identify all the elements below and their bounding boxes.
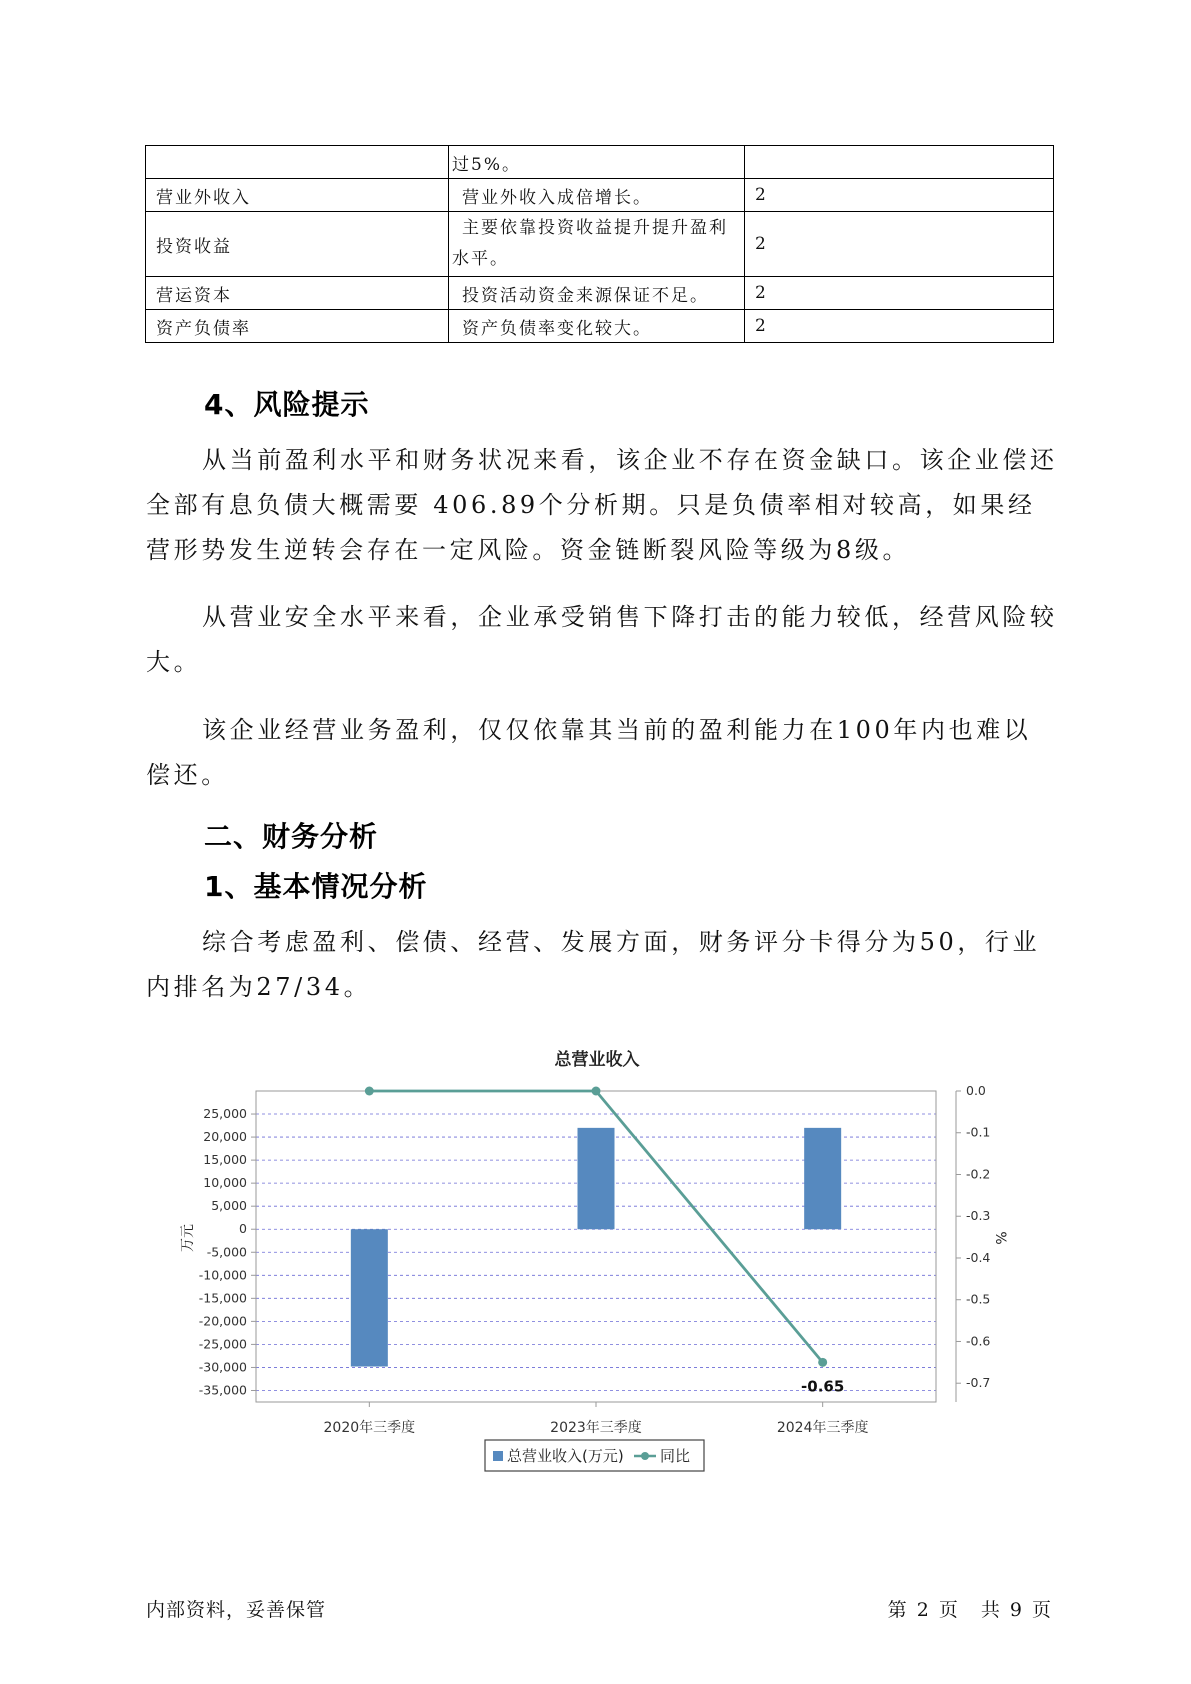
desc-text: 资产负债率变化较大。	[462, 318, 652, 339]
chart-svg	[160, 1035, 1020, 1495]
y-axis-label-left: 万元	[180, 1224, 196, 1252]
table-cell-item	[146, 146, 449, 179]
y-right-tick-label: -0.1	[966, 1124, 991, 1140]
y-tick-label: 5,000	[211, 1198, 247, 1214]
risk-paragraph-1	[146, 438, 1058, 573]
legend-label-revenue: 总营业收入(万元)	[507, 1447, 624, 1465]
left-axis-ticks	[199, 1106, 256, 1397]
table-cell-item: 营运资本	[146, 277, 449, 310]
finance-section-heading: 二、财务分析	[204, 820, 379, 853]
table-cell-desc	[449, 310, 745, 343]
total-revenue-chart	[160, 1035, 1020, 1495]
table-cell-item: 营业外收入	[146, 179, 449, 212]
y-tick-label: 0	[239, 1221, 247, 1237]
y-tick-label: 15,000	[203, 1152, 247, 1168]
revenue-bar	[578, 1128, 615, 1229]
yoy-data-label: -0.65	[801, 1377, 845, 1396]
desc-text: 投资活动资金来源保证不足。	[462, 285, 709, 306]
risk-indicator-table	[145, 145, 1054, 343]
revenue-bar	[804, 1128, 841, 1229]
table-cell-desc: 过5%。	[449, 146, 745, 179]
table-cell-desc	[449, 212, 745, 277]
chart-legend	[485, 1440, 704, 1471]
y-tick-label: 10,000	[203, 1175, 247, 1191]
table-cell-score: 2	[745, 179, 1054, 212]
desc-text-line1: 主要依靠投资收益提升提升盈利	[462, 218, 728, 238]
yoy-point	[365, 1087, 374, 1096]
right-axis-ticks	[956, 1083, 990, 1390]
legend-bar-swatch	[493, 1451, 503, 1461]
y-tick-label: -15,000	[198, 1290, 247, 1306]
risk-paragraph-3	[146, 708, 1058, 798]
table-row	[146, 212, 1054, 277]
table-row	[146, 179, 1054, 212]
y-tick-label: -5,000	[206, 1244, 247, 1260]
desc-text: 营业外收入成倍增长。	[462, 187, 652, 208]
yoy-point	[592, 1087, 601, 1096]
table-cell-score: 2	[745, 277, 1054, 310]
y-right-tick-label: 0.0	[966, 1083, 986, 1098]
footer-confidential-note: 内部资料，妥善保管	[146, 1599, 327, 1621]
y-tick-label: 25,000	[203, 1106, 247, 1122]
finance-paragraph-1	[146, 920, 1058, 1010]
table-row	[146, 310, 1054, 343]
revenue-bar	[351, 1229, 388, 1366]
y-right-tick-label: -0.6	[966, 1333, 991, 1349]
risk-section-heading: 4、风险提示	[204, 388, 370, 421]
bar-series	[351, 1128, 841, 1367]
yoy-point	[818, 1358, 827, 1367]
footer-page-number: 第 2 页 共 9 页	[887, 1599, 1053, 1621]
paragraph-text: 该企业经营业务盈利，仅仅依靠其当前的盈利能力在100年内也难以偿还。	[146, 716, 1032, 789]
y-tick-label: -25,000	[198, 1336, 247, 1352]
y-right-tick-label: -0.7	[966, 1375, 991, 1391]
y-tick-label: -30,000	[198, 1359, 247, 1375]
table-cell-score: 2	[745, 310, 1054, 343]
desc-text-line2: 水平。	[452, 249, 509, 269]
y-tick-label: -10,000	[198, 1267, 247, 1283]
x-tick-label: 2023年三季度	[550, 1420, 642, 1436]
table-row	[146, 146, 1054, 179]
table-cell-item: 资产负债率	[146, 310, 449, 343]
y-right-tick-label: -0.3	[966, 1208, 991, 1224]
chart-title: 总营业收入	[554, 1050, 640, 1070]
y-right-tick-label: -0.2	[966, 1166, 991, 1182]
y-tick-label: 20,000	[203, 1129, 247, 1145]
y-tick-label: -35,000	[198, 1382, 247, 1398]
table-cell-desc	[449, 277, 745, 310]
paragraph-text: 综合考虑盈利、偿债、经营、发展方面，财务评分卡得分为50，行业内排名为27/34。	[146, 928, 1041, 1001]
y-tick-label: -20,000	[198, 1313, 247, 1329]
table-cell-score: 2	[745, 212, 1054, 277]
y-right-tick-label: -0.4	[966, 1249, 991, 1265]
y-right-tick-label: -0.5	[966, 1291, 991, 1307]
y-axis-label-right: %	[992, 1231, 1008, 1245]
basic-analysis-subheading: 1、基本情况分析	[204, 870, 428, 903]
paragraph-text: 从当前盈利水平和财务状况来看，该企业不存在资金缺口。该企业偿还全部有息负债大概需要 406.89个分析期。只是负债率相对较高，如果经营形势发生逆转会存在一定风险。资金链断裂风险等级为8级。	[146, 446, 1058, 564]
x-tick-label: 2020年三季度	[323, 1420, 416, 1436]
x-axis-labels	[324, 1402, 869, 1436]
table-row	[146, 277, 1054, 310]
risk-paragraph-2	[146, 595, 1058, 685]
table-cell-item: 投资收益	[146, 212, 449, 277]
paragraph-text: 从营业安全水平来看，企业承受销售下降打击的能力较低，经营风险较大。	[146, 603, 1058, 676]
table-cell-score	[745, 146, 1054, 179]
table-cell-desc	[449, 179, 745, 212]
legend-label-yoy: 同比	[660, 1447, 691, 1465]
legend-line-marker	[641, 1452, 649, 1460]
x-tick-label: 2024年三季度	[776, 1420, 869, 1436]
